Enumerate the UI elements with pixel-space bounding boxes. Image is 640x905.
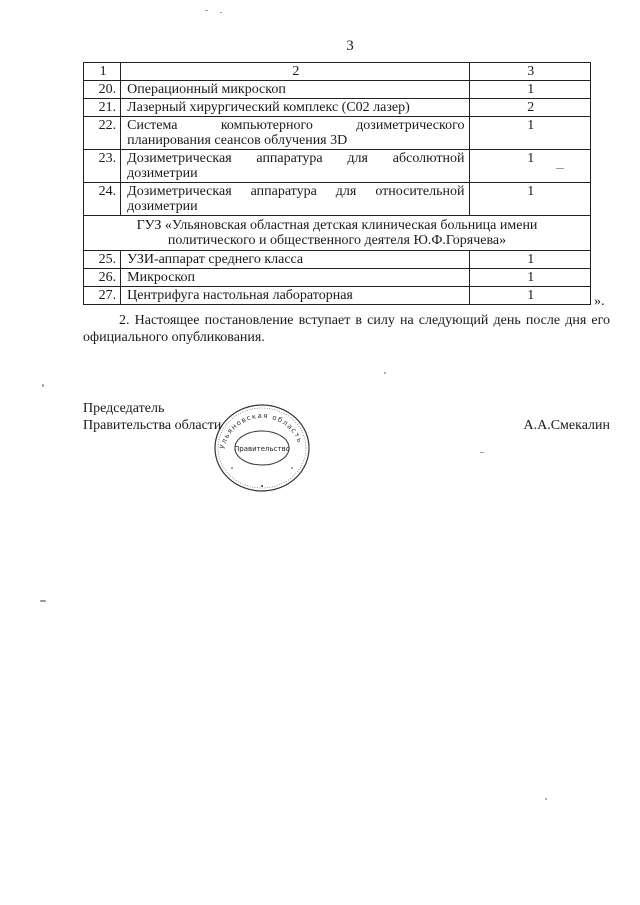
row-name: Дозиметрическая аппаратура для относительной дозиметрии — [121, 183, 469, 216]
row-name: Система компьютерного дозиметрического планирования сеансов облучения 3D — [121, 117, 469, 150]
row-quantity: 1 — [469, 269, 591, 287]
row-name: Микроскоп — [121, 269, 469, 287]
row-quantity: 1 — [469, 183, 591, 216]
page-number: 3 — [346, 38, 354, 54]
row-number: 21. — [84, 99, 121, 117]
row-number: 23. — [84, 150, 121, 183]
table-row — [84, 81, 591, 99]
row-quantity: 2 — [469, 99, 591, 117]
signatory-title-line1: Председатель — [83, 401, 165, 416]
scan-speck — [556, 168, 564, 169]
row-number: 20. — [84, 81, 121, 99]
row-quantity: 1 — [469, 117, 591, 150]
scan-speck — [480, 452, 484, 453]
row-name: Операционный микроскоп — [121, 81, 469, 99]
table-row — [84, 287, 591, 305]
row-number: 27. — [84, 287, 121, 305]
row-quantity: 1 — [469, 251, 591, 269]
seal-outer-text: Ульяновская область — [218, 411, 305, 450]
row-quantity: 1 — [469, 150, 591, 183]
table-header-row — [84, 63, 591, 81]
signatory-title-line2: Правительства области — [83, 418, 222, 433]
table-row — [84, 269, 591, 287]
section-header-row — [84, 216, 591, 251]
scan-speck — [40, 600, 46, 602]
row-number: 24. — [84, 183, 121, 216]
row-quantity: 1 — [469, 287, 591, 305]
scan-speck — [545, 798, 547, 800]
signature-block — [83, 400, 610, 434]
table-row — [84, 183, 591, 216]
effective-date-paragraph: 2. Настоящее постановление вступает в силу на следующий день после дня его официального опубликования. — [83, 313, 610, 345]
row-number: 25. — [84, 251, 121, 269]
table-row — [84, 251, 591, 269]
seal-inner-text: Правительство — [234, 445, 290, 453]
scan-speck — [42, 384, 44, 387]
header-cell-name: 2 — [121, 63, 469, 81]
equipment-table — [83, 62, 591, 305]
scan-speck — [205, 10, 208, 11]
section-title: ГУЗ «Ульяновская областная детская клиническая больница имени политического и общественного деятеля Ю.Ф.Горячева» — [84, 216, 591, 251]
row-name: Центрифуга настольная лабораторная — [121, 287, 469, 305]
table-row — [84, 117, 591, 150]
scan-speck — [220, 12, 222, 13]
header-cell-quantity: 3 — [469, 63, 591, 81]
closing-quote: ». — [594, 294, 605, 309]
row-name: УЗИ-аппарат среднего класса — [121, 251, 469, 269]
row-name: Дозиметрическая аппаратура для абсолютной дозиметрии — [121, 150, 469, 183]
table-row — [84, 150, 591, 183]
signatory-name: А.А.Смекалин — [523, 418, 610, 433]
row-number: 22. — [84, 117, 121, 150]
row-number: 26. — [84, 269, 121, 287]
table-row — [84, 99, 591, 117]
header-cell-number: 1 — [84, 63, 121, 81]
row-quantity: 1 — [469, 81, 591, 99]
scan-speck — [384, 372, 386, 374]
row-name: Лазерный хирургический комплекс (С02 лазер) — [121, 99, 469, 117]
